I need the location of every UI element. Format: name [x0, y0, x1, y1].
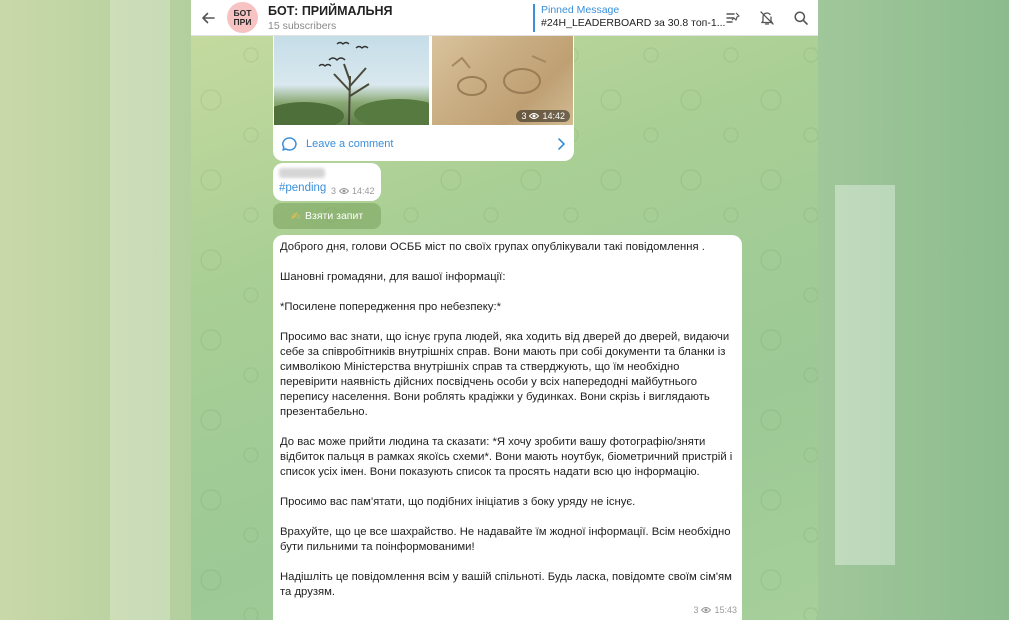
channel-avatar[interactable]: [227, 2, 258, 33]
pinned-list-button[interactable]: [716, 0, 750, 36]
chat-window: [191, 0, 818, 620]
pending-tag-message: [273, 163, 381, 201]
tag-post-meta: [331, 186, 375, 196]
tag-post-views: 3: [331, 186, 337, 196]
message-views: 3: [693, 605, 699, 615]
message-paragraph-8: Надішліть це повідомлення всім у вашій спільноті. Будь ласка, повідомте своїм сім'ям та друзям.: [280, 571, 732, 598]
photo-post: [273, 36, 574, 161]
arrow-left-icon: [200, 10, 216, 26]
photo-sand-footprints[interactable]: [432, 36, 573, 125]
chevron-right-icon: [556, 137, 566, 151]
message-time: 15:43: [714, 605, 737, 615]
message-meta: [693, 605, 737, 615]
subscriber-count: 15 subscribers: [268, 19, 337, 32]
channel-title: БОТ: ПРИЙМАЛЬНЯ: [268, 3, 393, 18]
search-icon: [793, 10, 809, 26]
message-paragraph-2: Шановні громадяни, для вашої інформації:: [280, 271, 506, 283]
birds-tree-image: [274, 36, 429, 125]
bell-off-icon: [759, 10, 775, 26]
pin-list-icon: [725, 10, 741, 26]
pinned-text: #24H_LEADERBOARD за 30.8 топ-1...: [541, 17, 726, 29]
photo-birds-tree[interactable]: [274, 36, 429, 125]
chat-header: [191, 0, 818, 36]
take-request-button[interactable]: [273, 203, 381, 229]
avatar-line-1: БОТ: [233, 7, 252, 18]
message-paragraph-3: *Посилене попередження про небезпеку:*: [280, 301, 502, 313]
background-blur-left: [110, 0, 170, 620]
hashtag-link[interactable]: #pending: [279, 182, 327, 194]
take-request-label: Взяти запит: [305, 210, 364, 222]
pinned-title: Pinned Message: [541, 4, 620, 16]
mute-button[interactable]: [750, 0, 784, 36]
message-paragraph-5: До вас може прийти людина та сказати: *Я хочу зробити вашу фотографію/зняти відбиток пальця в рамках якоїсь схеми*. Вони мають ноутбук, біометричний пристрій і список усіх імен. Вони показують список та просять надати всю цю інформацію.: [280, 436, 733, 478]
eye-icon: [339, 187, 349, 195]
eye-icon: [529, 112, 539, 120]
channel-info[interactable]: [268, 4, 392, 32]
blurred-sender-name: [279, 168, 325, 178]
warning-message: [273, 235, 742, 620]
pinned-message-bar[interactable]: [533, 4, 725, 32]
message-paragraph-7: Врахуйте, що це все шахрайство. Не надавайте їм жодної інформації. Всім необхідно бути пильними та поінформованими!: [280, 526, 731, 553]
photo-time: 14:42: [542, 111, 565, 121]
photo-views: 3: [521, 111, 527, 121]
photo-meta: [516, 110, 570, 122]
eye-icon: [701, 606, 711, 614]
comment-bubble-icon: [281, 136, 298, 153]
leave-comment-label: Leave a comment: [306, 138, 394, 150]
search-button[interactable]: [784, 0, 818, 36]
avatar-line-2: ПРИ: [233, 16, 252, 27]
message-paragraph-6: Просимо вас пам'ятати, що подібних ініціатив з боку уряду не існує.: [280, 496, 636, 508]
leave-comment-button[interactable]: [273, 128, 574, 160]
header-actions: [716, 0, 818, 36]
tag-post-time: 14:42: [352, 186, 375, 196]
writing-hand-icon: ✍: [290, 210, 301, 223]
background-blur-right: [835, 185, 895, 565]
message-paragraph-4: Просимо вас знати, що існує група людей, яка ходить від дверей до дверей, видаючи себе за співробітників внутрішніх справ. Вони мають при собі документи та бланки із символікою Міністерства внутрішніх справ та стверджують, що їм необхідно перевірити наявність дійсних посвідчень особи у всіх напередодні майбутнього перепису населення. Вони роблять крадіжки у будинках. Вони скрізь і виглядають презентабельно.: [280, 331, 730, 418]
message-paragraph-1: Доброго дня, голови ОСББ міст по своїх групах опублікували такі повідомлення .: [280, 241, 705, 253]
back-button[interactable]: [193, 0, 223, 36]
